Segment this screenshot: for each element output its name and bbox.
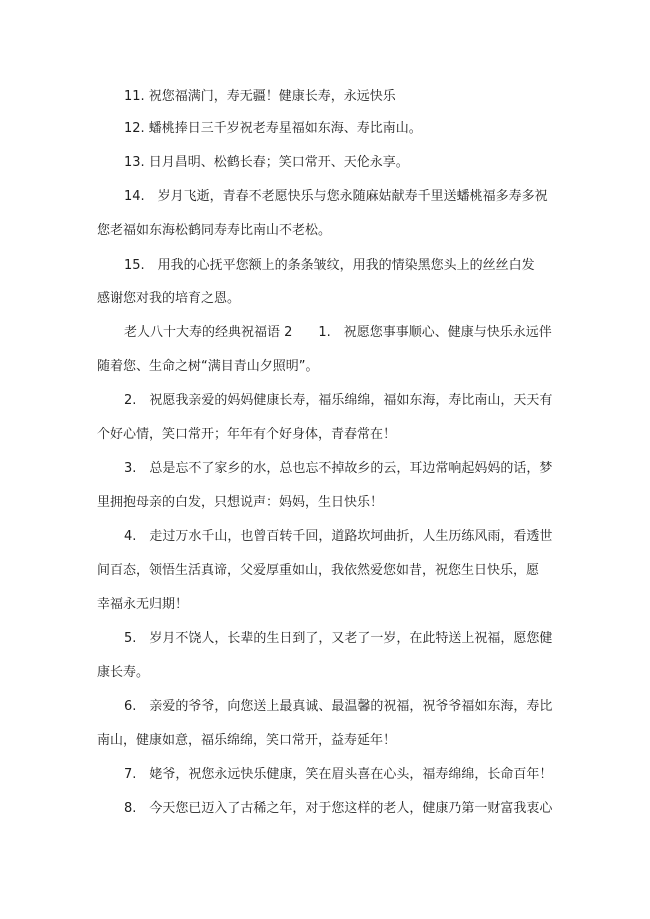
paragraph-line: 8. 今天您已迈入了古稀之年，对于您这样的老人，健康乃第一财富我衷心 [124,801,553,816]
section-heading-line: 老人八十大寿的经典祝福语 2 1. 祝愿您事事顺心、健康与快乐永远伴 [124,325,552,340]
paragraph-line: 6. 亲爱的爷爷，向您送上最真诚、最温馨的祝福，祝爷爷福如东海，寿比 [124,699,553,714]
paragraph-line: 您老福如东海松鹤同寿寿比南山不老松。 [97,223,332,238]
paragraph-line: 个好心情，笑口常开；年年有个好身体，青春常在！ [97,427,397,442]
paragraph-line: 康长寿。 [97,665,150,680]
paragraph-line: 15. 用我的心抚平您额上的条条皱纹，用我的情染黑您头上的丝丝白发 [124,258,535,273]
paragraph-line: 南山，健康如意，福乐绵绵，笑口常开，益寿延年！ [97,733,397,748]
paragraph-line: 幸福永无归期！ [97,597,189,612]
paragraph-line: 2. 祝愿我亲爱的妈妈健康长寿，福乐绵绵，福如东海，寿比南山，天天有 [124,393,553,408]
paragraph-line: 间百态，领悟生活真谛，父爱厚重如山，我依然爱您如昔，祝您生日快乐，愿 [97,563,540,578]
paragraph-line: 里拥抱母亲的白发，只想说声：妈妈，生日快乐！ [97,495,384,510]
paragraph-line: 11. 祝您福满门，寿无疆！健康长寿，永远快乐 [124,89,396,104]
paragraph-line: 4. 走过万水千山，也曾百转千回，道路坎坷曲折，人生历练风雨，看透世 [124,529,553,544]
paragraph-line: 12. 蟠桃捧日三千岁祝老寿星福如东海、寿比南山。 [124,121,422,136]
paragraph-line: 14. 岁月飞逝，青春不老愿快乐与您永随麻姑献寿千里送蟠桃福多寿多祝 [124,189,548,204]
paragraph-line: 7. 姥爷，祝您永远快乐健康，笑在眉头喜在心头，福寿绵绵，长命百年！ [124,767,553,782]
paragraph-line: 13. 日月昌明、松鹤长春；笑口常开、天伦永享。 [124,155,409,170]
paragraph-line: 5. 岁月不饶人，长辈的生日到了，又老了一岁，在此特送上祝福，愿您健 [124,631,553,646]
paragraph-line: 随着您、生命之树“满目青山夕照明”。 [97,359,319,374]
paragraph-line: 3. 总是忘不了家乡的水，总也忘不掉故乡的云，耳边常响起妈妈的话，梦 [124,461,553,476]
paragraph-line: 感谢您对我的培育之恩。 [97,291,241,306]
